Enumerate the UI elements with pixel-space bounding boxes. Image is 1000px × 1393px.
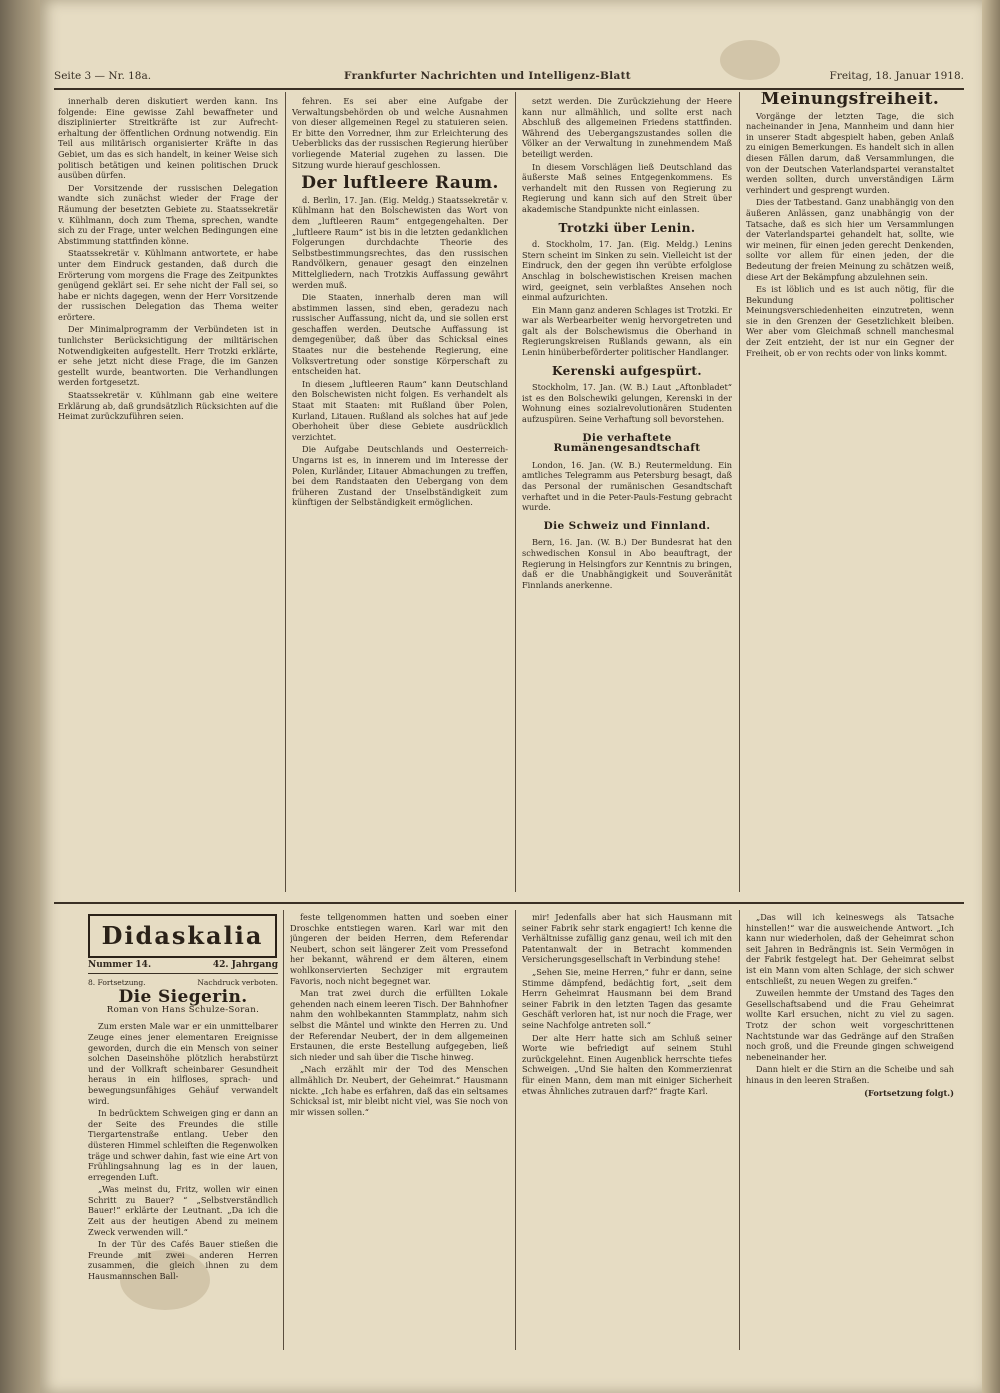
feuilleton-column-2 bbox=[290, 912, 508, 1350]
column-rule bbox=[285, 92, 286, 892]
paragraph: In diesem Vorschlägen ließ Deutschland das äußerste Maß seines Entgegenkommens. Es verhandelt mit den Russen von Regierung zu Regierung und kann sich auf den Streit über akademische Standpunkte nicht einlassen. bbox=[522, 161, 732, 214]
paragraph: In bedrücktem Schweigen ging er dann an der Seite des Freundes die stille Tiergartenstraße entlang. Ueber den düsteren Himmel schleiften die Regenwolken träge und schwer dahin, fast wie eine Art von Frühlingsahnung lag es in der lauen, erregenden Luft. bbox=[88, 1108, 278, 1182]
article-heading: Der luftleere Raum. bbox=[301, 173, 499, 194]
paragraph: mir! Jedenfalls aber hat sich Hausmann mit seiner Fabrik sehr stark engagiert! Ich kenne die Verhältnisse zufällig ganz genau, weil ich mit den Patentanwalt der in Betracht kommenden Versicherungsgesellschaft in Verbindung stehe! bbox=[522, 912, 732, 965]
paragraph: setzt werden. Die Zurückziehung der Heere kann nur allmählich, und sollte erst nach Abschluß des allgemeinen Friedens stattfinden. Während des Uebergangszustandes sollen die Völker an der Verwaltung in zunehmendem Maß beteiligt werden. bbox=[522, 96, 732, 159]
paragraph: Der alte Herr hatte sich am Schluß seiner Worte wie befriedigt auf seinem Stuhl zurückgelehnt. Einen Augenblick herrschte tiefes Schweigen. „Und Sie halten den Kommerzienrat für einen Mann, dem man mit einiger Sicherheit etwas Ähnliches zutrauen darf?“ fragte Karl. bbox=[522, 1032, 732, 1096]
page-number: Seite 3 — Nr. 18a. bbox=[54, 70, 152, 82]
feuilleton-column-3 bbox=[522, 912, 732, 1350]
paragraph: „Sehen Sie, meine Herren,“ fuhr er dann, seine Stimme dämpfend, bedächtig fort, „seit dem Herrn Geheimrat Hausmann bei dem Brand seiner Fabrik in den letzten Tagen das gesamte Geschäft verloren hat, ist nur noch die Frage, wer seine Nachfolge antreten soll.“ bbox=[522, 966, 732, 1030]
paragraph: „Was meinst du, Fritz, wollen wir einen Schritt zu Bauer? “ „Selbstverständlich Bauer!“ erklärte der Leutnant. „Da ich die Zeit aus der heutigen Abend zu meinem Zweck verwenden will.“ bbox=[88, 1184, 278, 1237]
paragraph: Zuweilen hemmte der Umstand des Tages den Gesellschaftsabend und die Frau Geheimrat wollte Karl ersuchen, nicht zu viel zu sagen. Trotz der schon weit vorgeschrittenen Nachtstunde war das Gedränge auf den Straßen noch groß, und die Freunde gingen schweigend nebeneinander her. bbox=[746, 988, 954, 1062]
article-heading: Kerenski aufgespürt. bbox=[552, 363, 702, 378]
continuation-note: (Fortsetzung folgt.) bbox=[864, 1087, 954, 1098]
column-1 bbox=[58, 96, 278, 896]
didaskalia-masthead: Didaskalia bbox=[88, 914, 277, 958]
page-header bbox=[54, 66, 964, 90]
article-heading: Meinungsfreiheit. bbox=[760, 92, 940, 109]
paragraph: In diesem „luftleeren Raum“ kann Deutschland den Bolschewisten nicht folgen. Es verhandelt als Staat mit Staaten: mit Rußland über Polen, Kurland, Litauen. Rußland als solches hat auf jede Oberhoheit über diese Gebiete ausdrücklich verzichtet. bbox=[292, 378, 508, 442]
column-rule bbox=[283, 910, 284, 1350]
sequel-note: 8. Fortsetzung. bbox=[88, 977, 146, 987]
volume-label: 42. Jahrgang bbox=[212, 960, 278, 970]
article-heading: Die verhaftete Rumänengesandtschaft bbox=[553, 431, 701, 455]
paragraph: „Das will ich keineswegs als Tatsache hinstellen!“ war die ausweichende Antwort. „Ich kann nur wiederholen, daß der Geheimrat schon seit Jahren in Bedrängnis ist. Sein Vermögen in der Fabrik festgelegt hat. Der Geheimrat selbst ist ein Mann vom alten Schlage, der sich schwer entschließt, zu neuen Wegen zu greifen.“ bbox=[746, 912, 954, 986]
feuilleton-column-1 bbox=[88, 960, 278, 1360]
reprint-note: Nachdruck verboten. bbox=[197, 977, 278, 987]
paragraph: Bern, 16. Jan. (W. B.) Der Bundesrat hat den schwedischen Konsul in Abo beauftragt, der Regierung in Helsingfors zur Kenntnis zu bringen, daß er die Unabhängigkeit und Souveränität Finnlands anerkenne. bbox=[522, 537, 732, 590]
feuilleton-column-4 bbox=[746, 912, 954, 1350]
novel-title: Die Siegerin. bbox=[118, 987, 248, 1008]
section-divider bbox=[54, 902, 964, 904]
column-2 bbox=[292, 96, 508, 896]
column-3 bbox=[522, 96, 732, 896]
newspaper-title: Frankfurter Nachrichten und Intelligenz-Blatt bbox=[344, 70, 631, 82]
paragraph: Vorgänge der letzten Tage, die sich nacheinander in Jena, Mannheim und dann hier in unserer Stadt abgespielt haben, geben Anlaß zu einigen Bemerkungen. Es handelt sich in allen diesen Fällen darum, daß Versammlungen, die von der Deutschen Vaterlandspartei veranstaltet werden sollten, durch unverständigen Lärm verhindert und gesprengt wurden. bbox=[746, 110, 954, 195]
column-rule bbox=[739, 910, 740, 1350]
novel-byline: Roman von Hans Schulze-Soran. bbox=[106, 1004, 260, 1015]
paragraph: Stockholm, 17. Jan. (W. B.) Laut „Aftonbladet“ ist es den Bolschewiki gelungen, Kerenski in der Wohnung eines sozialrevolutionären Studenten aufzuspüren. Seine Verhaftung soll bevorstehen. bbox=[522, 382, 732, 425]
paragraph: Der Minimalprogramm der Verbündeten ist in tunlichster Berücksichtigung der militärischen Notwendigkeiten aufgestellt. Herr Trotzki erklärte, er sehe jetzt nicht diese Frage, die im Ganzen gestellt wurde, beantworten. Die Verhandlungen werden fortgesetzt. bbox=[58, 324, 278, 388]
column-4 bbox=[746, 92, 954, 896]
paragraph: innerhalb deren diskutiert werden kann. Ins folgende: Eine gewisse Zahl bewaffneter und disziplinierter Streitkräfte ist zur Aufrecht-erhaltung der öffentlichen Ordnung notwendig. Ein Teil aus militärisch organisierter Kräfte in das Gebiet, um das es sich handelt, in keiner Weise sich politisch betätigen und keinen politischen Druck ausüben dürfen. bbox=[58, 96, 278, 181]
paragraph: Es ist löblich und es ist auch nötig, für die Bekundung politischer Meinungsverschiedenheiten einzutreten, wenn sie in den Grenzen der Gesetzlichkeit bleiben. Wer aber vom Gleichmaß schnell manchesmal der Zeit entzieht, der ist nur ein Gegner der Freiheit, ob er von rechts oder von links kommt. bbox=[746, 284, 954, 358]
paragraph: d. Berlin, 17. Jan. (Eig. Meldg.) Staatssekretär v. Kühlmann hat den Bolschewisten das Wort von dem „luftleeren Raum“ entgegengehalten. Der „luftleere Raum“ ist bis in die letzten gedanklichen Folgerungen durchdachte Theorie des Selbstbestimmungsrechtes, das den russischen Randvölkern, genauer gesagt den einzelnen Mittelgliedern, nach Trotzkis Auffassung gewährt werden muß. bbox=[292, 194, 508, 290]
paragraph: Ein Mann ganz anderen Schlages ist Trotzki. Er war als Werbearbeiter wenig hervorgetreten und galt als der Bolschewismus die Oberhand in Regierungskreisen Rußlands gewann, als ein Lenin hinüberbeförderter politischer Handlanger. bbox=[522, 304, 732, 358]
paragraph: Dann hielt er die Stirn an die Scheibe und sah hinaus in den leeren Straßen. bbox=[746, 1064, 954, 1085]
paragraph: In der Tür des Cafés Bauer stießen die Freunde mit zwei anderen Herren zusammen, die gleich ihnen zu dem Hausmannschen Ball- bbox=[88, 1239, 278, 1282]
paragraph: Zum ersten Male war er ein unmittelbarer Zeuge eines jener elementaren Ereignisse geworden, durch die ein Mensch von seiner solchen Daseinshöhe plötzlich herabstürzt und der Vollkraft scheinbarer Gesundheit heraus in ein hilfloses, sprach- und bewegungsunfähiges Gehäuf verwandelt wird. bbox=[88, 1021, 278, 1106]
newspaper-binding bbox=[0, 0, 40, 1393]
paragraph: feste tellgenommen hatten und soeben einer Droschke entstiegen waren. Karl war mit den jüngeren der beiden Herren, dem Referendar Neubert, schon seit längerer Zeit vom Pressefond her bekannt, während er dem älteren, einem wohlkonservierten Sechziger mit ergrautem Favoris, noch nicht begegnet war. bbox=[290, 912, 508, 986]
paragraph: Die Staaten, innerhalb deren man will abstimmen lassen, sind eben, geradezu nach russischer Auffassung, nicht da, und sie sollen erst geschaffen werden. Deutsche Auffassung ist demgegenüber, daß über das Schicksal eines Staates nur die bestehende Regierung, eine Volksvertretung oder sonstige Körperschaft zu entscheiden hat. bbox=[292, 292, 508, 377]
paragraph: Die Aufgabe Deutschlands und Oesterreich-Ungarns ist es, in innerem und im Interesse der Polen, Kurländer, Litauer Abmachungen zu treffen, bei dem Randstaaten den Uebergang von dem früheren Zustand der Unselbständigkeit zum künftigen der Selbständigkeit ermöglichen. bbox=[292, 444, 508, 508]
page-edge bbox=[982, 0, 1000, 1393]
paragraph: Staatssekretär v. Kühlmann gab eine weitere Erklärung ab, daß grundsätzlich Rücksichten auf die Heimat zurückzuführen seien. bbox=[58, 390, 278, 422]
paragraph: Dies der Tatbestand. Ganz unabhängig von den äußeren Anlässen, ganz unabhängig von der Tatsache, daß es sich hier um Versammlungen der Vaterlandspartei gehandelt hat, sollte, wie wir meinen, für einen jeden gerecht Denkenden, sollte vor allem für einen jeden, der die Bedeutung der freien Meinung zu schätzen weiß, diese Art der Bekämpfung abzulehnen sein. bbox=[746, 197, 954, 282]
paragraph: Staatssekretär v. Kühlmann antwortete, er habe unter dem Eindruck gestanden, daß durch die Erörterung vom morgens die Frage des Zeitpunktes genügend geklärt sei. Er sehe nicht der Fall sei, so habe er nichts dagegen, wenn der Herr Vorsitzende der russischen Delegation das Thema weiter erörtere. bbox=[58, 248, 278, 322]
paragraph: Man trat zwei durch die erfüllten Lokale gehenden nach einem leeren Tisch. Der Bahnhofner nahm den wohlbekannten Stammplatz, nahm sich selbst die Mäntel und winkte den Herren zu. Und der Referendar Neubert, der in dem allgemeinen Erstaunen, die erste Bestellung aufgegeben, ließ sich nieder und sah über die Tische hinweg. bbox=[290, 988, 508, 1062]
column-rule bbox=[515, 92, 516, 892]
paragraph: fehren. Es sei aber eine Aufgabe der Verwaltungsbehörden ob und welche Ausnahmen von dieser allgemeinen Regel zu statuieren seien. Er bitte den Vorredner, ihm zur Erleichterung des Ueberblicks das der russischen Regierung hierüber vorliegende Material zugehen zu lassen. Die Sitzung wurde hierauf geschlossen. bbox=[292, 96, 508, 170]
column-rule bbox=[515, 910, 516, 1350]
paragraph: „Nach erzählt mir der Tod des Menschen allmählich Dr. Neubert, der Geheimrat.“ Hausmann nickte. „Ich habe es erfahren, daß das ein seltsames Schicksal ist, mir bleibt nicht viel, was Sie noch von mir wissen sollen.“ bbox=[290, 1064, 508, 1117]
article-heading: Trotzki über Lenin. bbox=[558, 220, 696, 235]
paragraph: London, 16. Jan. (W. B.) Reutermeldung. Ein amtliches Telegramm aus Petersburg besagt, daß das Personal der rumänischen Gesandtschaft verhaftet und in die Peter-Pauls-Festung gebracht wurde. bbox=[522, 459, 732, 513]
paragraph: Der Vorsitzende der russischen Delegation wandte sich zunächst wieder der Frage der Räumung der besetzten Gebiete zu. Staatssekretär v. Kühlmann, doch zum Thema, sprechen, wandte sich zu der Frage, unter welchen Bedingungen eine Abstimmung stattfinden könne. bbox=[58, 182, 278, 246]
paragraph: d. Stockholm, 17. Jan. (Eig. Meldg.) Lenins Stern scheint im Sinken zu sein. Vielleicht ist der Eindruck, den der gegen ihn verübte erfolglose Anschlag in bolschewistischen Kreisen machen wird, geeignet, sein verblaßtes Ansehen noch einmal aufzurichten. bbox=[522, 239, 732, 303]
issue-date: Freitag, 18. Januar 1918. bbox=[829, 70, 964, 82]
article-heading: Die Schweiz und Finnland. bbox=[543, 519, 711, 532]
issue-number: Nummer 14. bbox=[88, 960, 152, 970]
column-rule bbox=[739, 92, 740, 892]
